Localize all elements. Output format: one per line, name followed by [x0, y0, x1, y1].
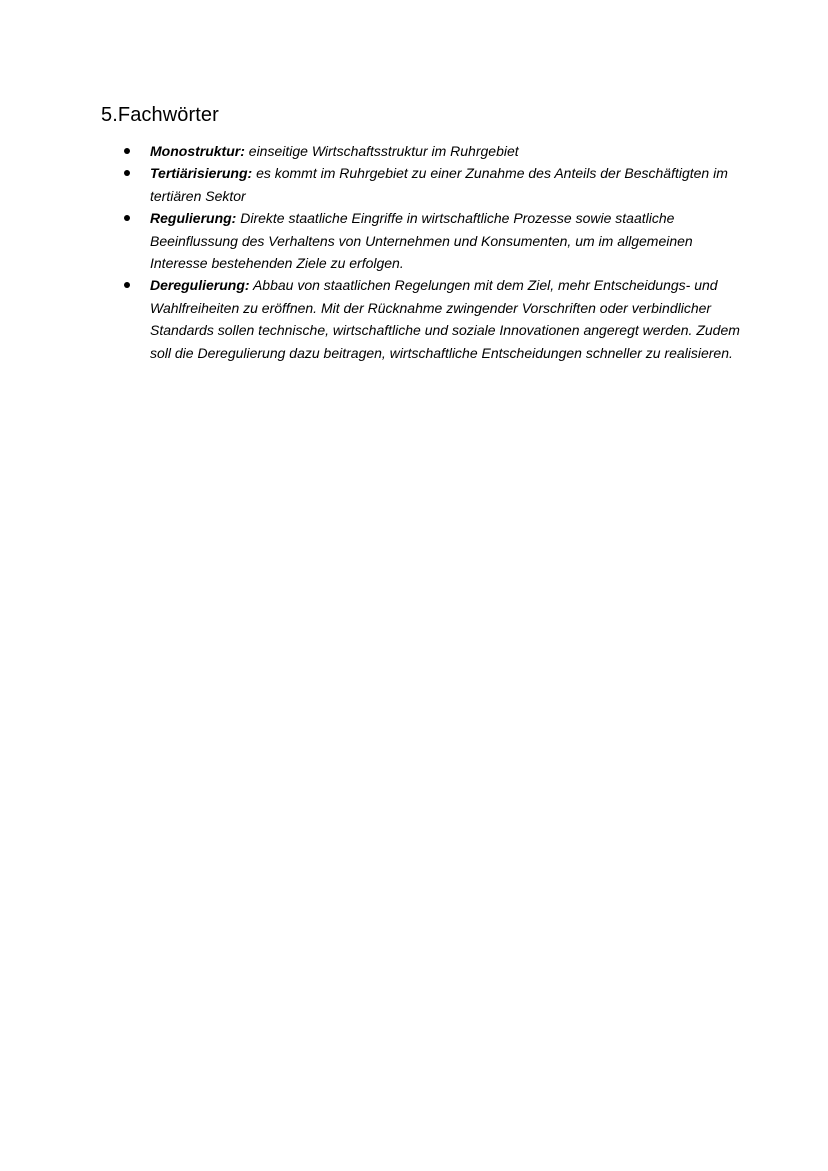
list-item-tertiaerisierung — [122, 162, 742, 207]
term-label: Deregulierung: — [150, 277, 250, 294]
bullet-icon — [124, 215, 130, 221]
term-definition: Abbau von staatlichen Regelungen mit dem Ziel, mehr Entscheidungs- und Wahlfreiheiten zu eröffnen. Mit der Rücknahme zwingender Vorschriften oder verbindlicher Standards sollen technische, wirtschaftliche und soziale Innovationen angeregt werden. Zudem soll die Deregulierung dazu beitragen, wirtschaftliche Entscheidungen schneller zu realisieren. — [150, 277, 740, 361]
section-heading: 5.Fachwörter — [101, 104, 219, 126]
term-label: Regulierung: — [150, 210, 237, 227]
bullet-icon — [124, 282, 130, 288]
term-label: Monostruktur: — [150, 143, 245, 159]
list-item-deregulierung — [122, 274, 742, 364]
bullet-icon — [124, 148, 130, 154]
term-definition: es kommt im Ruhrgebiet zu einer Zunahme des Anteils der Beschäftigten im tertiären Sektor — [150, 165, 728, 204]
list-item-monostruktur — [122, 140, 742, 162]
bullet-icon — [124, 170, 130, 176]
list-item-regulierung — [122, 207, 742, 274]
term-list — [122, 140, 742, 364]
term-definition: einseitige Wirtschaftsstruktur im Ruhrgebiet — [248, 143, 519, 159]
term-label: Tertiärisierung: — [150, 165, 253, 182]
term-definition: Direkte staatliche Eingriffe in wirtschaftliche Prozesse sowie staatliche Beeinflussung des Verhaltens von Unternehmen und Konsumenten, um im allgemeinen Interesse bestehenden Ziele zu erfolgen. — [150, 210, 693, 272]
